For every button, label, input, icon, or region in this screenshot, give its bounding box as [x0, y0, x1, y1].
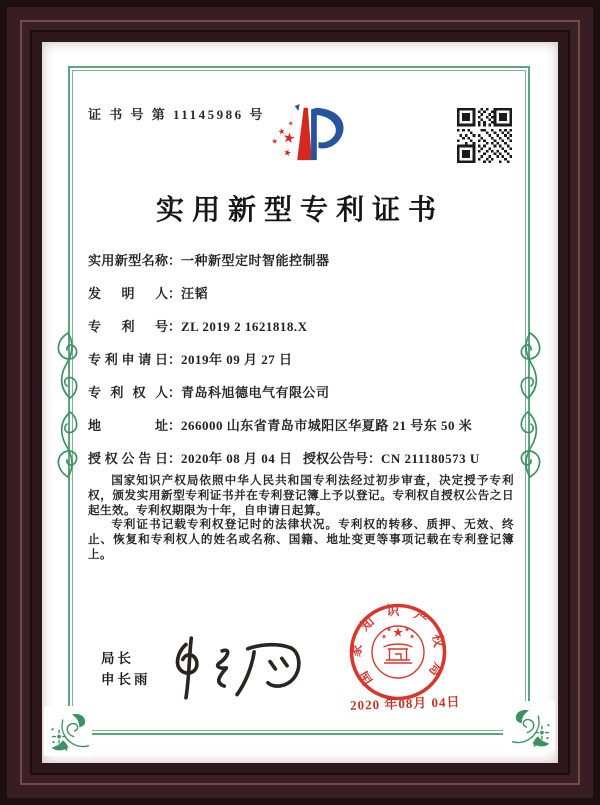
colon: ： — [368, 451, 382, 466]
field-label: 地址 — [88, 418, 168, 433]
seal-ring-text: 国家知识产权局 — [348, 602, 448, 688]
field-label: 专利申请日 — [88, 352, 168, 367]
field-row-inventor — [88, 287, 514, 301]
field-row-address — [88, 419, 514, 433]
signer-name: 申长雨 — [101, 672, 151, 687]
page-title: 实用新型专利证书 — [155, 195, 444, 226]
colon: ： — [168, 451, 182, 466]
seal-date: 2020 年08月 04日 — [349, 694, 461, 713]
colon: ： — [168, 319, 182, 334]
logo-stars — [272, 120, 296, 156]
colon: ： — [168, 352, 182, 367]
field-list — [88, 254, 514, 466]
field-value: ZL 2019 2 1621818.X — [181, 319, 308, 334]
certificate-paper — [42, 42, 558, 763]
grant-no-value: CN 211180573 U — [381, 451, 480, 466]
logo-tick — [295, 104, 300, 111]
field-row-patent-no — [88, 320, 514, 334]
field-value: 266000 山东省青岛市城阳区华夏路 21 号东 50 米 — [181, 418, 473, 433]
grant-no-label: 授权公告号 — [303, 451, 369, 466]
grant-no-group — [303, 452, 480, 466]
colon: ： — [168, 253, 182, 268]
field-label: 专利号 — [88, 319, 168, 334]
certificate-number: 证 书 号 第 11145986 号 — [88, 107, 265, 122]
legal-text — [88, 474, 514, 563]
qr-code-icon — [457, 108, 512, 163]
colon: ： — [168, 385, 182, 400]
colon: ： — [168, 286, 182, 301]
grant-date-value: 2020年 08 月 04 日 — [181, 451, 293, 466]
legal-paragraph-1: 国家知识产权局依照中华人民共和国专利法经过初步审查，决定授予专利权，颁发实用新型专利证书并在专利登记簿上予以登记。专利权自授权公告之日起生效。专利权期限为十年，自申请日起算。 — [88, 474, 514, 517]
cnipa-logo-icon — [262, 98, 352, 174]
field-label: 专利权人 — [88, 385, 168, 400]
field-row-filing-date — [88, 353, 514, 367]
field-label: 发明人 — [88, 286, 168, 301]
logo-p-shape — [311, 108, 343, 160]
colon: ： — [168, 418, 182, 433]
grant-row — [88, 452, 514, 466]
field-value: 青岛科旭德电气有限公司 — [181, 385, 330, 400]
field-label: 实用新型名称 — [88, 253, 168, 268]
grant-date-label: 授权公告日 — [88, 451, 168, 466]
corner-floral-ornament-left — [48, 710, 94, 754]
field-value: 一种新型定时智能控制器 — [181, 253, 330, 268]
field-row-patentee — [88, 386, 514, 400]
signer-title: 局长 — [101, 651, 134, 666]
field-value: 2019年 09 月 27 日 — [181, 352, 293, 367]
legal-paragraph-2: 专利证书记载专利权登记时的法律状况。专利权的转移、质押、无效、终止、恢复和专利权人的姓名或名称、国籍、地址变更等事项记载在专利登记簿上。 — [88, 518, 514, 561]
signer-block — [101, 648, 151, 690]
field-row-name — [88, 254, 514, 268]
tiananmen-gate — [384, 644, 413, 663]
right-scroll-ornament — [510, 330, 550, 480]
national-emblem — [372, 626, 424, 678]
signature-handwriting — [156, 636, 316, 702]
corner-floral-ornament-right — [507, 706, 553, 750]
left-scroll-ornament — [48, 330, 88, 480]
field-value: 汪韬 — [181, 286, 209, 301]
logo-wedge — [297, 108, 312, 160]
official-seal — [348, 602, 448, 702]
